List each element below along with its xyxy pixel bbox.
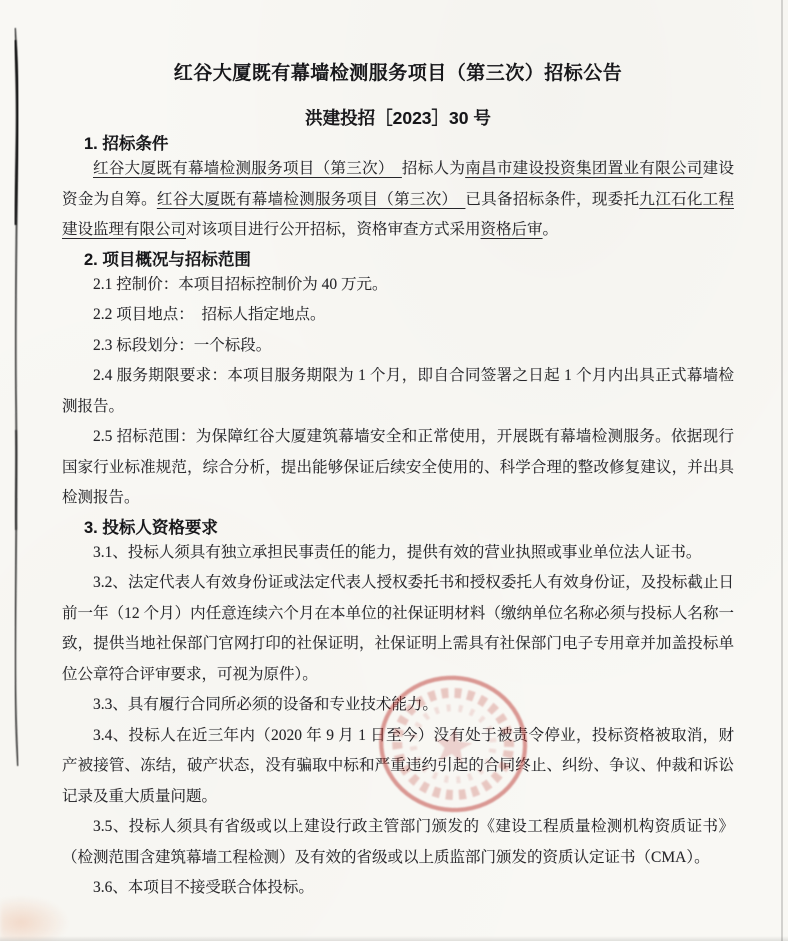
section-3-heading: 3. 投标人资格要求 [84, 518, 218, 537]
item-3-4: 3.4、投标人在近三年内（2020 年 9 月 1 日至今）没有处于被责令停业，投标资格被取消，财产被接管、冻结，破产状态，没有骗取中标和严重违约引起的合同终止、纠纷、争议、仲裁和诉讼记录及重大质量问题。 [62, 726, 734, 805]
project-name-text: 红谷大厦既有幕墙检测服务项目（第三次） [156, 190, 466, 208]
scan-crease-artifact [0, 0, 45, 941]
document-title: 红谷大厦既有幕墙检测服务项目（第三次）招标公告 [173, 63, 623, 84]
item-3-5: 3.5、投标人须具有省级或以上建设行政主管部门颁发的《建设工程质量检测机构资质证书》（检测范围含建筑幕墙工程检测）及有效的省级或以上质监部门颁发的资质认定证书（CMA）。 [62, 818, 734, 866]
section-1-heading: 1. 招标条件 [84, 135, 169, 153]
item-3-3: 3.3、具有履行合同所必须的设备和专业技术能力。 [93, 696, 438, 713]
document-number: 洪建投招［2023］30 号 [305, 108, 491, 128]
document-content [62, 44, 734, 904]
scan-smudge [0, 895, 70, 941]
item-2-1: 2.1 控制价：本项目招标控制价为 40 万元。 [93, 275, 388, 293]
item-3-6: 3.6、本项目不接受联合体投标。 [93, 879, 314, 896]
item-2-5: 2.5 招标范围：为保障红谷大厦建筑幕墙安全和正常使用，开展既有幕墙检测服务。依据现行国家行业标准规范，综合分析，提出能够保证后续安全使用的、科学合理的整改修复建议，并出具检测报告。 [62, 428, 734, 506]
text-segment: 。 [542, 221, 559, 238]
item-2-4: 2.4 服务期限要求：本项目服务期限为 1 个月，即自合同签署之日起 1 个月内出具正式幕墙检测报告。 [62, 367, 734, 415]
section-2-heading: 2. 项目概况与招标范围 [84, 250, 251, 269]
tenderee-name-text: 南昌市建设投资集团置业有限公司 [465, 160, 703, 177]
qualification-method-text: 资格后审 [480, 221, 543, 238]
section-1-paragraph [62, 154, 734, 246]
project-name-text: 红谷大厦既有幕墙检测服务项目（第三次） [93, 160, 402, 177]
text-segment: 建设资金为自筹。 [62, 160, 734, 208]
item-2-2: 2.2 项目地点： 招标人指定地点。 [93, 306, 326, 323]
item-3-2: 3.2、法定代表人有效身份证或法定代表人授权委托书和授权委托人有效身份证，及投标截止日前一年（12 个月）内任意连续六个月在本单位的社保证明材料（缴纳单位名称必须与投标人名称一致，提供当地社保部门官网打印的社保证明，社保证明上需具有社保部门电子专用章并加盖投标单位公章符合评审要求，可视为原件）。 [62, 574, 734, 683]
text-segment: 招标人为 [401, 160, 466, 177]
item-3-1: 3.1、投标人须具有独立承担民事责任的能力，提供有效的营业执照或事业单位法人证书。 [93, 543, 702, 561]
item-2-3: 2.3 标段划分：一个标段。 [93, 336, 272, 354]
agency-name-text: 九江石化工程建设监理有限公司 [62, 190, 734, 238]
text-segment: 已具备招标条件，现委托 [465, 190, 640, 208]
text-segment: 对该项目进行公开招标，资格审查方式采用 [186, 221, 481, 238]
paper-edge [781, 0, 783, 941]
